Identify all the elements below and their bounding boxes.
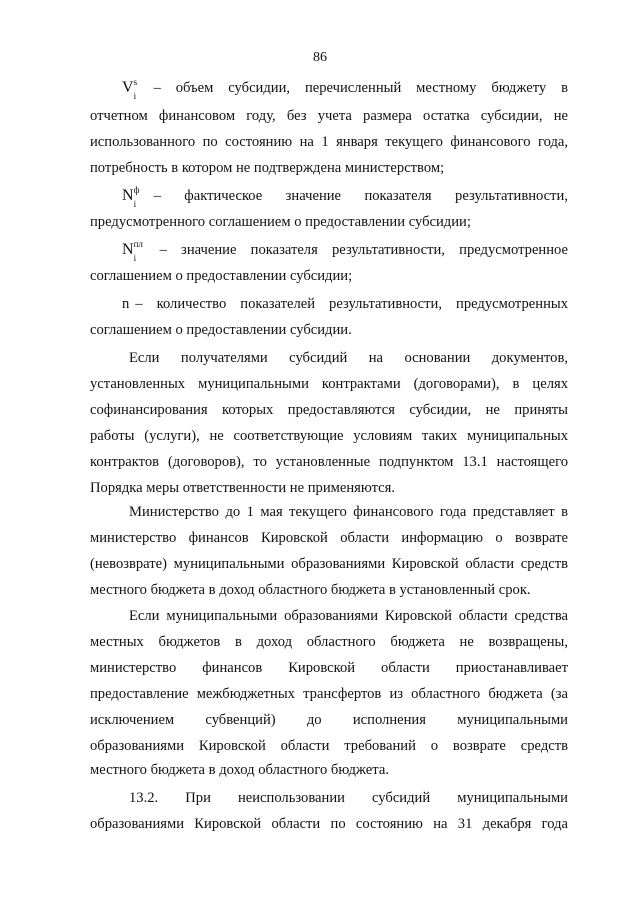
text-line: софинансирования которых предоставляются субсидии, не приняты <box>90 402 568 418</box>
text-line: местного бюджета в доход областного бюджета. <box>90 762 389 778</box>
definition-line <box>122 294 568 314</box>
formula-symbol: N пл i <box>122 239 143 263</box>
definition-text: – фактическое значение показателя результативности, <box>153 188 568 204</box>
definition-line <box>122 77 568 101</box>
text-line: Порядка меры ответственности не применяются. <box>90 480 395 496</box>
formula-symbol: n <box>122 296 130 312</box>
text-line: Если получателями субсидий на основании документов, <box>129 350 568 366</box>
page-number: 86 <box>313 50 327 65</box>
definition-text: – значение показателя результативности, предусмотренное <box>159 242 568 258</box>
definition-text: – количество показателей результативности, предусмотренных <box>135 296 568 312</box>
definition-text: – объем субсидии, перечисленный местному бюджету в <box>153 80 568 96</box>
text-line: Если муниципальными образованиями Кировской области средства <box>129 608 568 624</box>
text-line: образованиями Кировской области по состоянию на 31 декабря года <box>90 816 568 832</box>
text-line: министерство финансов Кировской области приостанавливает <box>90 660 568 676</box>
text-line: предоставление межбюджетных трансфертов из областного бюджета (за <box>90 686 568 702</box>
text-line: соглашением о предоставлении субсидии. <box>90 322 352 338</box>
text-line: образованиями Кировской области требований о возврате средств <box>90 738 568 754</box>
text-line: отчетном финансовом году, без учета размера остатка субсидии, не <box>90 108 568 124</box>
text-line: потребность в котором не подтверждена министерством; <box>90 160 445 176</box>
text-line: Министерство до 1 мая текущего финансового года представляет в <box>129 504 568 520</box>
text-line: (невозврате) муниципальными образованиями Кировской области средств <box>90 556 568 572</box>
text-line: установленных муниципальными контрактами (договорами), в целях <box>90 376 568 392</box>
text-line: местного бюджета в доход областного бюджета в установленный срок. <box>90 582 531 598</box>
text-line: местных бюджетов в доход областного бюджета не возвращены, <box>90 634 568 650</box>
text-line: предусмотренного соглашением о предоставлении субсидии; <box>90 214 471 230</box>
definition-line <box>122 185 568 209</box>
text-line: работы (услуги), не соответствующие условиям таких муниципальных <box>90 428 568 444</box>
text-line: контрактов (договоров), то установленные подпунктом 13.1 настоящего <box>90 454 568 470</box>
text-line: соглашением о предоставлении субсидии; <box>90 268 353 284</box>
text-line: использованного по состоянию на 1 января текущего финансового года, <box>90 134 568 150</box>
definition-line <box>122 239 568 263</box>
formula-symbol: N ф i <box>122 185 140 209</box>
formula-symbol: V s i <box>122 77 138 101</box>
text-line: министерство финансов Кировской области информацию о возврате <box>90 530 568 546</box>
text-line: исключением субвенций) до исполнения муниципальными <box>90 712 568 728</box>
text-line: 13.2. При неиспользовании субсидий муниципальными <box>129 790 568 806</box>
